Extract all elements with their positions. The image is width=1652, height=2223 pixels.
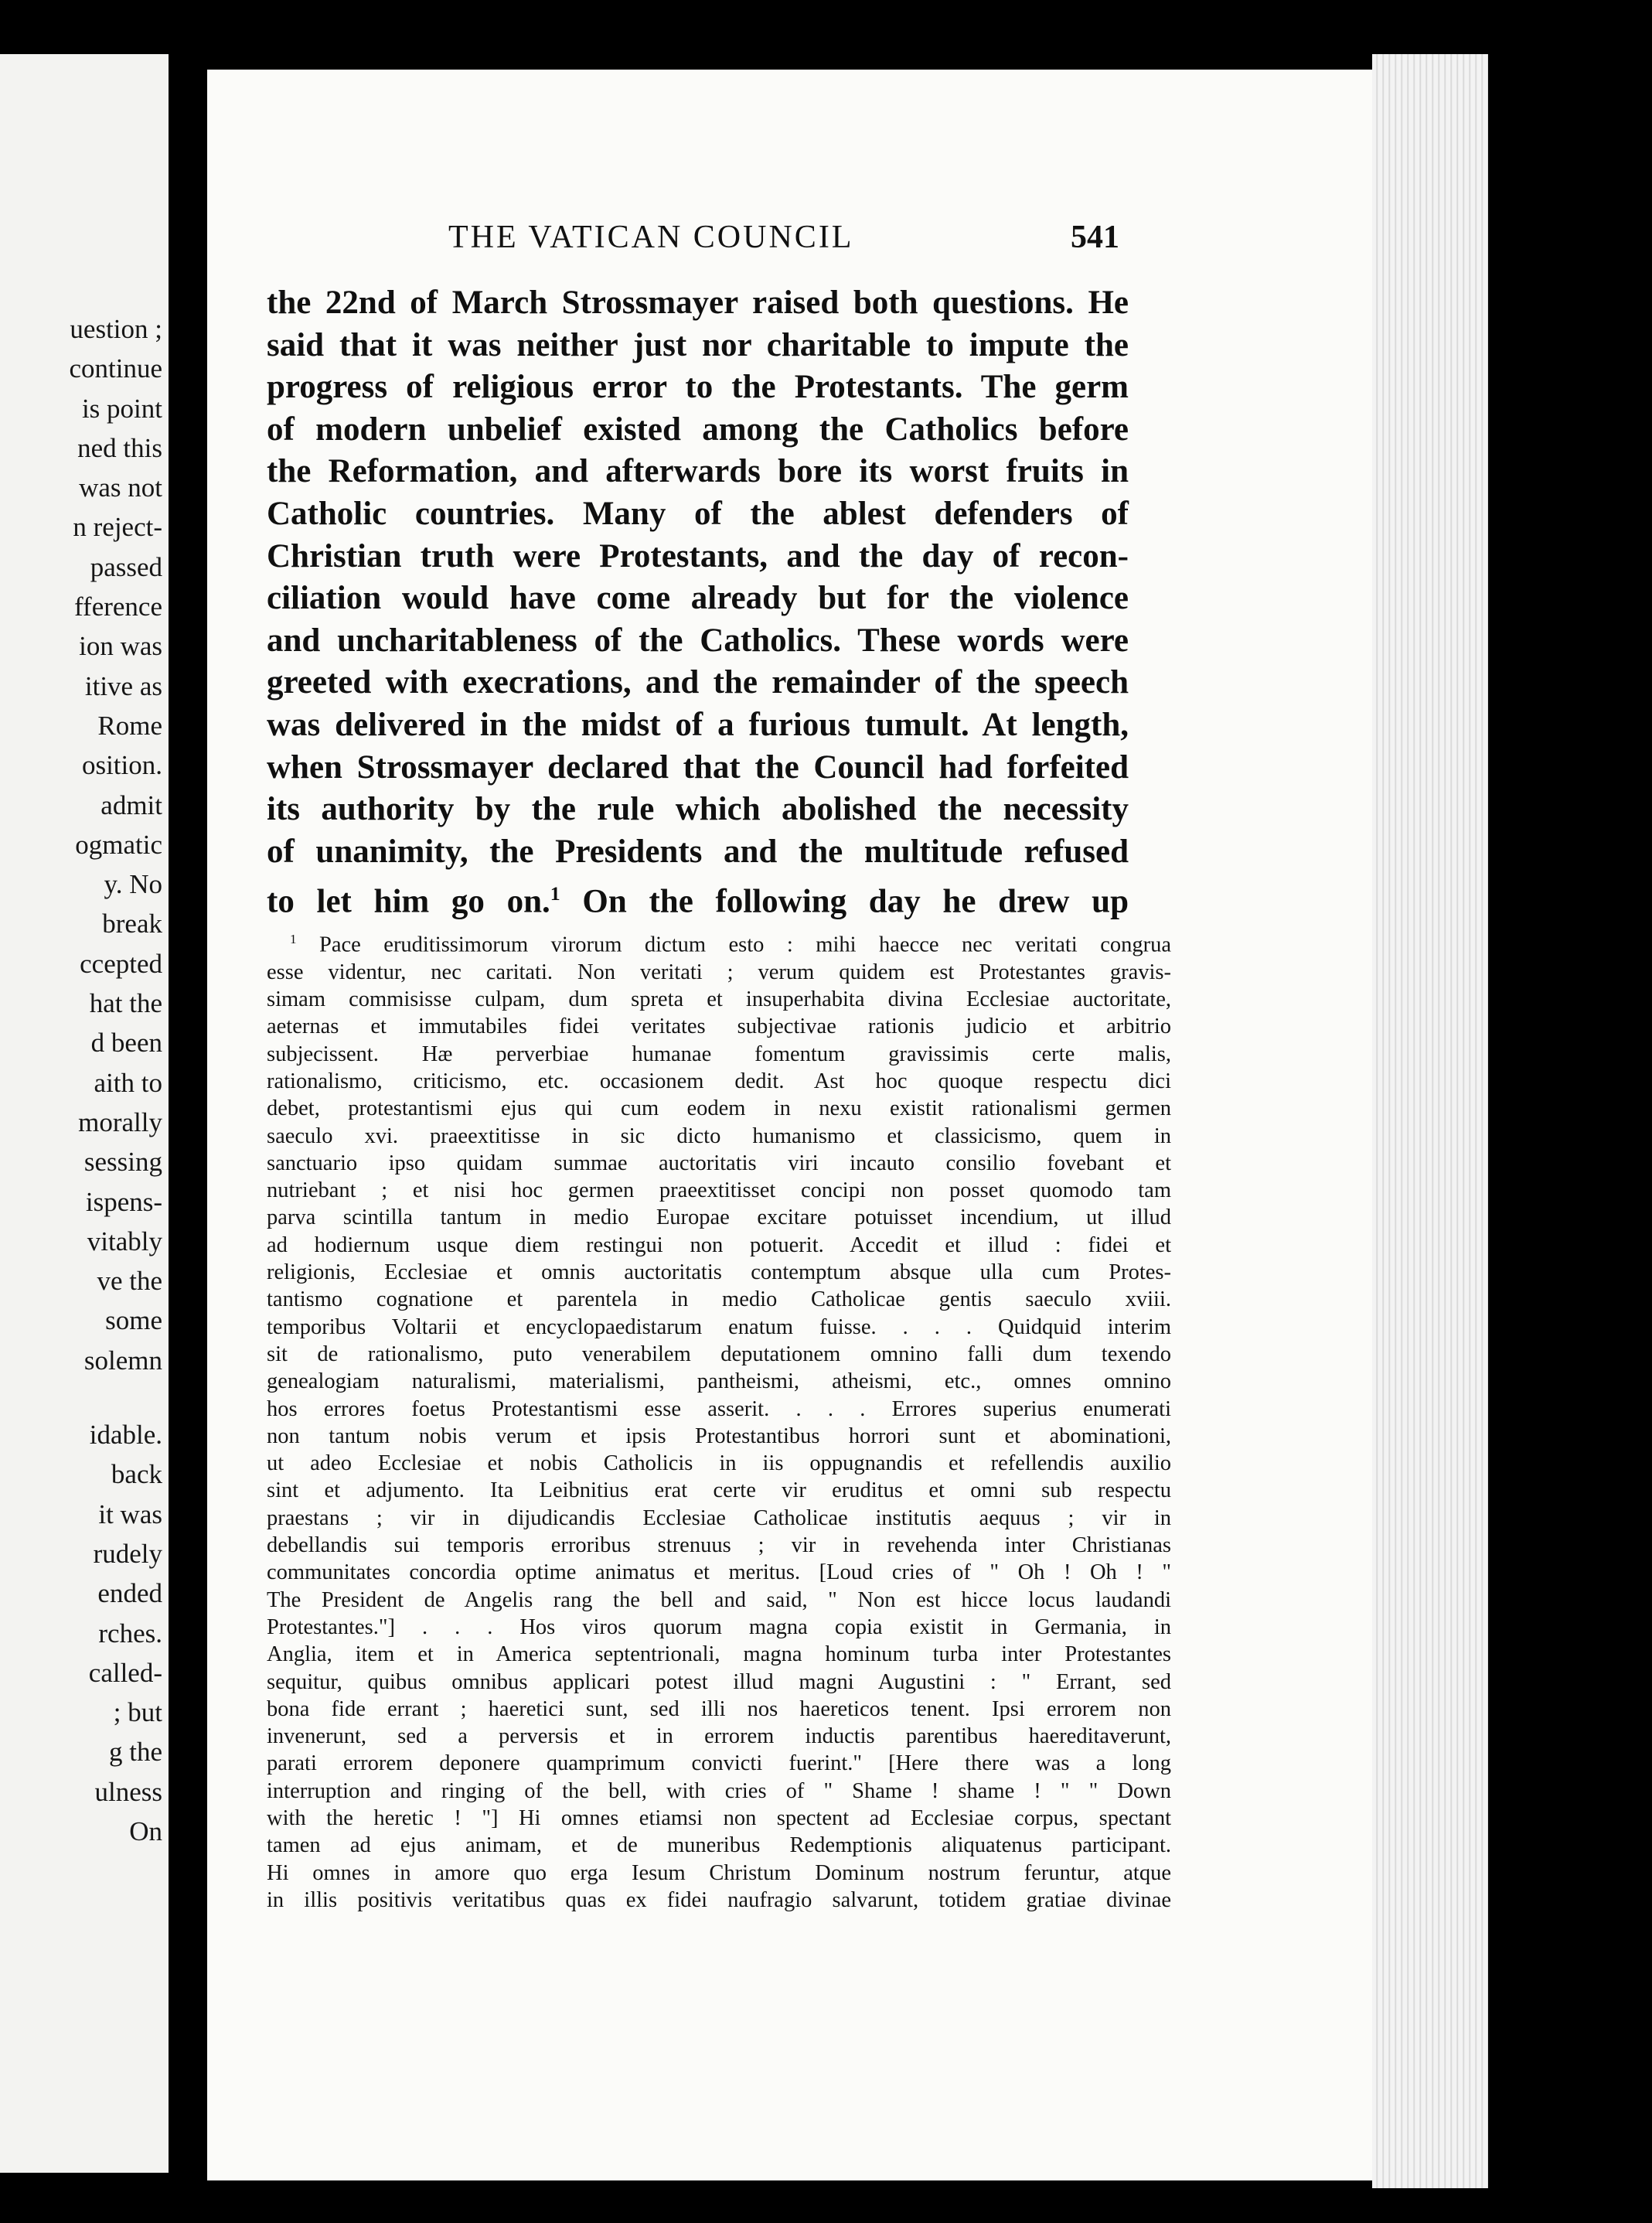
footnote-line-text: Pace eruditissimorum virorum dictum esto : mihi haecce nec veritati congrua (296, 933, 1171, 957)
facing-page-fragment: ispens- (85, 1186, 162, 1217)
body-line: its authority by the rule which abolished the necessity (267, 791, 1129, 828)
footnote-line: ut adeo Ecclesiae et nobis Catholicis in iis oppugnandis et refellendis auxilio (267, 1451, 1171, 1476)
body-line: when Strossmayer declared that the Council had forfeited (267, 748, 1129, 786)
facing-page-fragment: solemn (83, 1345, 162, 1376)
facing-page-fragment: was not (79, 472, 162, 503)
facing-page-fragment: ned this (77, 432, 162, 463)
footnote-line: praestans ; vir in dijudicandis Ecclesiae Catholicae institutis aequus ; vir in (267, 1505, 1171, 1530)
footnote-line: interruption and ringing of the bell, with cries of " Shame ! shame ! " " Down (267, 1778, 1171, 1803)
facing-page-fragment: On (129, 1816, 162, 1846)
facing-page-fragment: morally (78, 1106, 162, 1137)
facing-page-fragment: hat the (89, 988, 162, 1019)
facing-page-fragment: ion was (79, 631, 162, 662)
running-head: THE VATICAN COUNCIL (448, 220, 854, 255)
facing-page-fragment: vitably (87, 1226, 162, 1256)
footnote-line: sequitur, quibus omnibus applicari potest illud magni Augustini : " Errant, sed (267, 1669, 1171, 1694)
page-number: 541 (1071, 220, 1119, 255)
footnote-line: The President de Angelis rang the bell and said, " Non est hicce locus laudandi (267, 1587, 1171, 1612)
facing-page-fragment: break (102, 909, 162, 939)
facing-page-fragment: some (105, 1305, 162, 1336)
facing-page-left (0, 54, 169, 2173)
facing-page-fragment: ulness (94, 1776, 162, 1807)
facing-page-fragment: y. No (104, 869, 162, 900)
footnote-number: 1 (290, 932, 297, 946)
footnote-line: genealogiam naturalismi, materialismi, pantheismi, atheismi, etc., omnes omnino (267, 1369, 1171, 1394)
facing-page-fragment: rches. (98, 1618, 162, 1648)
body-line: said that it was neither just nor charitable to impute the (267, 326, 1129, 363)
body-line: progress of religious error to the Protestants. The germ (267, 369, 1129, 406)
facing-page-fragment: sessing (83, 1147, 162, 1178)
footnote-line: subjecissent. Hæ perverbiae humanae fomentum gravissimis certe malis, (267, 1042, 1171, 1066)
facing-page-fragment: passed (90, 551, 162, 582)
scan-border-right (1488, 46, 1652, 2196)
facing-page-fragment: idable. (89, 1420, 162, 1451)
footnote-line: simam commisisse culpam, dum spreta et insuperhabita divina Ecclesiae auctoritate, (267, 987, 1171, 1012)
footnote-line: sint et adjumento. Ita Leibnitius erat certe vir eruditus et omni sub respectu (267, 1478, 1171, 1503)
footnote-reference: 1 (550, 882, 560, 905)
facing-page-fragment: n reject- (73, 512, 162, 543)
facing-page-fragment: aith to (94, 1067, 162, 1098)
body-line: of unanimity, the Presidents and the multitude refused (267, 833, 1129, 870)
body-line (267, 873, 1129, 923)
body-line: ciliation would have come already but for the violence (267, 580, 1129, 617)
facing-page-fragment: it was (98, 1498, 162, 1529)
footnote-line: ad hodiernum usque diem restingui non potuerit. Accedit et illud : fidei et (267, 1233, 1171, 1257)
facing-page-fragment: ogmatic (75, 829, 162, 860)
facing-page-fragment: rudely (93, 1538, 162, 1569)
footnote-line: debellandis sui temporis erroribus strenuus ; vir in revehenda inter Christianas (267, 1533, 1171, 1558)
body-line: the 22nd of March Strossmayer raised both questions. He (267, 285, 1129, 321)
footnote-line: in illis positivis veritatibus quas ex fidei naufragio salvarunt, totidem gratiae divinae (267, 1887, 1171, 1912)
body-line: Christian truth were Protestants, and the day of recon- (267, 537, 1129, 575)
body-line: of modern unbelief existed among the Catholics before (267, 411, 1129, 448)
footnote-line: tantismo cognatione et parentela in medio Catholicae gentis saeculo xviii. (267, 1287, 1171, 1312)
footnote-line: non tantum nobis verum et ipsis Protestantibus horrori sunt et abominationi, (267, 1423, 1171, 1448)
body-line: the Reformation, and afterwards bore its worst fruits in (267, 453, 1129, 490)
footnote-line: Hi omnes in amore quo erga Iesum Christum Dominum nostrum feruntur, atque (267, 1860, 1171, 1885)
facing-page-fragment: osition. (81, 750, 162, 781)
footnote-line (267, 926, 1171, 959)
footnote-line: saeculo xvi. praeextitisse in sic dicto humanismo et classicismo, quem in (267, 1123, 1171, 1148)
footnote-line: religionis, Ecclesiae et omnis auctoritatis contemptum absque ulla cum Protes- (267, 1260, 1171, 1285)
facing-page-fragment: continue (69, 353, 162, 384)
facing-page-fragment: d been (90, 1028, 162, 1059)
footnote-line: bona fide errant ; haeretici sunt, sed illi nos haereticos tenent. Ipsi errorem non (267, 1696, 1171, 1721)
footnote-line: parati errorem deponere quamprimum convicti fuerint." [Here there was a long (267, 1751, 1171, 1776)
footnote-line: parva scintilla tantum in medio Europae excitare potuisset incendium, ut illud (267, 1205, 1171, 1230)
footnote-line: temporibus Voltarii et encyclopaedistarum enatum fuisse. . . . Quidquid interim (267, 1314, 1171, 1339)
footnote-line: invenerunt, sed a perversis et in errorem inductis parentibus haereditaverunt, (267, 1724, 1171, 1749)
book-gutter (169, 46, 207, 2180)
footnote-line: aeternas et immutabiles fidei veritates subjectivae rationis judicio et arbitrio (267, 1014, 1171, 1039)
body-line: greeted with execrations, and the remainder of the speech (267, 664, 1129, 701)
facing-page-text-fragments (0, 309, 162, 1851)
footnote-line: esse videntur, nec caritati. Non veritati ; verum quidem est Protestantes gravis- (267, 960, 1171, 984)
facing-page-fragment: g the (108, 1737, 162, 1768)
footnote-line: with the heretic ! "] Hi omnes etiamsi non spectent ad Ecclesiae corpus, spectant (267, 1806, 1171, 1830)
body-line: Catholic countries. Many of the ablest defenders of (267, 495, 1129, 532)
footnote-line: Protestantes."] . . . Hos viros quorum magna copia existit in Germania, in (267, 1614, 1171, 1639)
facing-page-fragment: ; but (113, 1697, 162, 1728)
facing-page-fragment: ve the (97, 1266, 162, 1297)
facing-page-fragment (0, 1380, 162, 1415)
facing-page-fragment: is point (81, 393, 162, 424)
body-line-tail: On the following day he drew up (560, 883, 1129, 920)
facing-page-fragment: back (111, 1459, 162, 1490)
page-fore-edge (1372, 54, 1488, 2188)
facing-page-fragment: Rome (97, 710, 162, 741)
footnote-line: sit de rationalismo, puto venerabilem deputationem omnino falli dum texendo (267, 1342, 1171, 1366)
footnote-line: nutriebant ; et nisi hoc germen praeextitisset concipi non posset quomodo tam (267, 1178, 1171, 1203)
footnote (267, 926, 1171, 1914)
body-line: and uncharitableness of the Catholics. These words were (267, 622, 1129, 659)
facing-page-fragment: admit (100, 789, 162, 820)
footnote-line: hos errores foetus Protestantismi esse asserit. . . . Errores superius enumerati (267, 1396, 1171, 1421)
facing-page-fragment: ccepted (80, 948, 162, 979)
footnote-line: sanctuario ipso quidam summae auctoritatis viri incauto consilio fovebant et (267, 1151, 1171, 1175)
footnote-line: communitates concordia optime animatus et meritus. [Loud cries of " Oh ! Oh ! " (267, 1560, 1171, 1585)
facing-page-fragment: itive as (84, 670, 162, 701)
main-body-text (267, 282, 1129, 923)
footnote-line: tamen ad ejus animam, et de muneribus Redemptionis aliquatenus participant. (267, 1833, 1171, 1858)
body-line-text: to let him go on. (267, 883, 550, 920)
facing-page-fragment: called- (88, 1657, 162, 1688)
footnote-line: rationalismo, criticismo, etc. occasionem dedit. Ast hoc quoque respectu dici (267, 1069, 1171, 1093)
footnote-line: debet, protestantismi ejus qui cum eodem in nexu existit rationalismi germen (267, 1096, 1171, 1121)
facing-page-fragment: ended (97, 1578, 162, 1609)
body-line: was delivered in the midst of a furious tumult. At length, (267, 706, 1129, 743)
facing-page-fragment: fference (74, 592, 162, 622)
footnote-line: Anglia, item et in America septentrionali, magna hominum turba inter Protestantes (267, 1642, 1171, 1667)
facing-page-fragment: uestion ; (70, 314, 162, 344)
